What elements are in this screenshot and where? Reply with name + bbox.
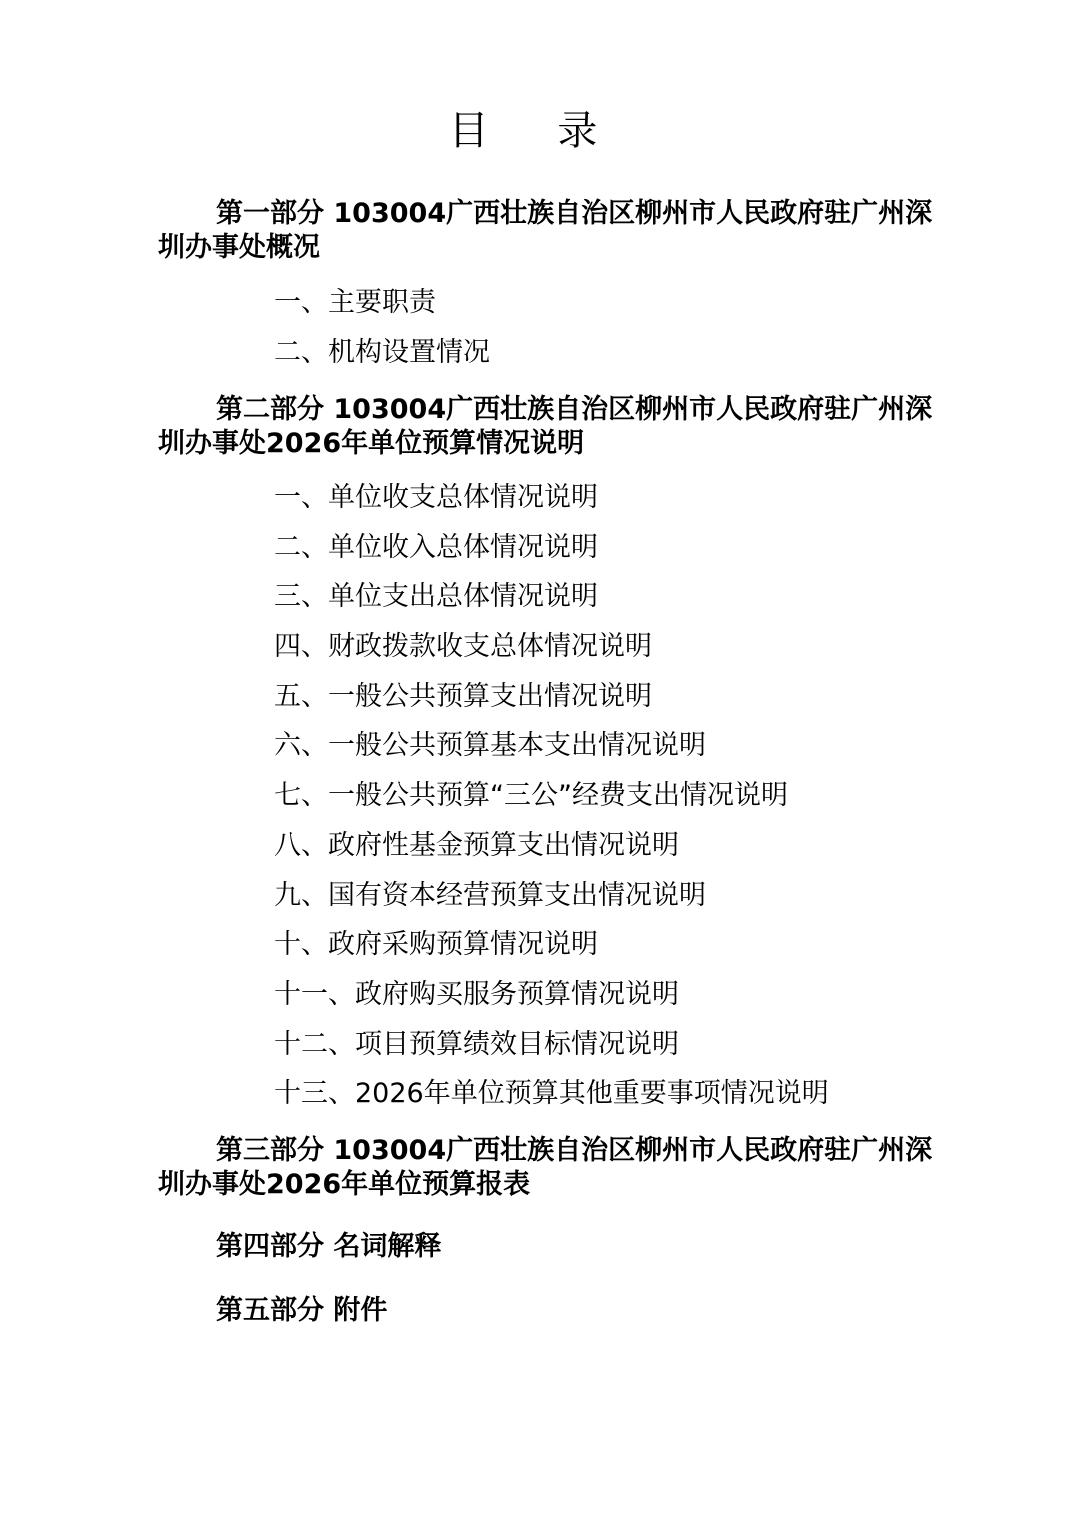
toc-item[interactable]: 九、国有资本经营预算支出情况说明 (274, 880, 706, 911)
toc-item[interactable]: 十一、政府购买服务预算情况说明 (274, 979, 679, 1010)
toc-part-3[interactable]: 第三部分 103004广西壮族自治区柳州市人民政府驻广州深圳办事处2026年单位预算报表 (158, 1135, 933, 1200)
toc-part-4[interactable]: 第四部分 名词解释 (216, 1231, 442, 1262)
toc-item[interactable]: 二、机构设置情况 (274, 337, 490, 368)
toc-item[interactable]: 二、单位收入总体情况说明 (274, 532, 598, 563)
page-title: 目 录 (448, 108, 626, 154)
toc-item[interactable]: 六、一般公共预算基本支出情况说明 (274, 730, 706, 761)
toc-item[interactable]: 一、主要职责 (274, 287, 436, 318)
toc-item[interactable]: 八、政府性基金预算支出情况说明 (274, 830, 679, 861)
toc-item[interactable]: 一、单位收支总体情况说明 (274, 482, 598, 513)
toc-part-5[interactable]: 第五部分 附件 (216, 1295, 388, 1326)
toc-item[interactable]: 十三、2026年单位预算其他重要事项情况说明 (274, 1078, 829, 1109)
toc-item[interactable]: 四、财政拨款收支总体情况说明 (274, 631, 652, 662)
toc-item[interactable]: 三、单位支出总体情况说明 (274, 581, 598, 612)
toc-item[interactable]: 十、政府采购预算情况说明 (274, 929, 598, 960)
toc-item[interactable]: 五、一般公共预算支出情况说明 (274, 681, 652, 712)
toc-part-1[interactable]: 第一部分 103004广西壮族自治区柳州市人民政府驻广州深圳办事处概况 (158, 198, 933, 263)
toc-item[interactable]: 十二、项目预算绩效目标情况说明 (274, 1029, 679, 1060)
toc-item[interactable]: 七、一般公共预算“三公”经费支出情况说明 (274, 780, 788, 811)
toc-part-2[interactable]: 第二部分 103004广西壮族自治区柳州市人民政府驻广州深圳办事处2026年单位预算情况说明 (158, 394, 933, 459)
